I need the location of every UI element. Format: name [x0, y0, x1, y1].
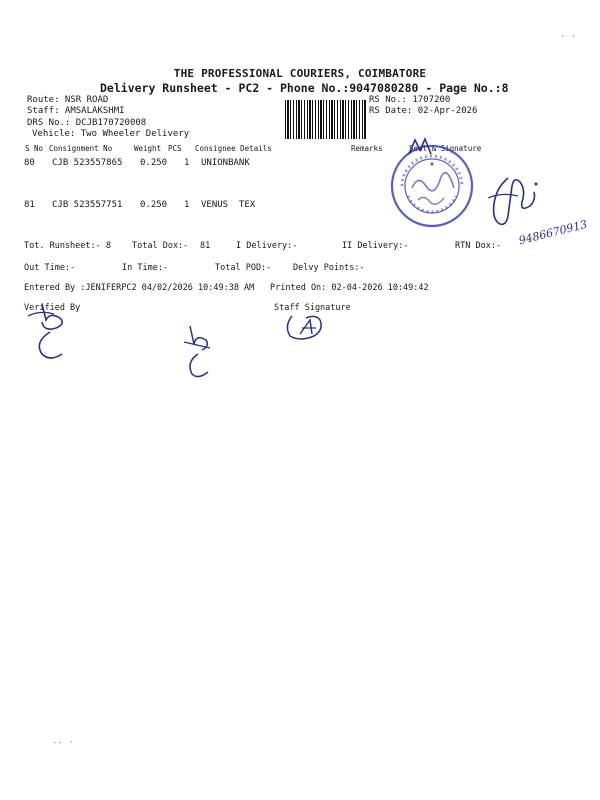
- table-row-sno: 81: [24, 200, 35, 210]
- table-row-sno: 80: [24, 158, 35, 168]
- col-header-seal: Seal & Signature: [409, 144, 482, 153]
- vehicle-label: Vehicle: Two Wheeler Delivery: [32, 129, 190, 139]
- col-header-sno: S No: [25, 144, 44, 153]
- table-row-weight: 0.250: [140, 158, 168, 168]
- in-time: In Time:-: [122, 263, 169, 273]
- rs-date: RS Date: 02-Apr-2026: [369, 106, 478, 116]
- i-delivery: I Delivery:-: [236, 241, 298, 251]
- rs-number: RS No.: 1707200: [369, 95, 451, 105]
- table-row-pcs: 1: [184, 158, 190, 168]
- entered-by: Entered By :JENIFERPC2 04/02/2026 10:49:38 AM: [24, 283, 255, 293]
- drs-number: DRS No.: DCJB170720008: [27, 118, 147, 128]
- table-row-consignee: UNIONBANK: [201, 158, 250, 168]
- tot-runsheet: Tot. Runsheet:- 8: [24, 241, 111, 251]
- staff-signature-label: Staff Signature: [274, 303, 351, 313]
- out-time: Out Time:-: [24, 263, 76, 273]
- middle-signature: [176, 322, 226, 382]
- delivery-signature-mark: [407, 136, 437, 158]
- table-row-consignee: VENUS TEX: [201, 200, 256, 210]
- total-pod: Total POD:-: [215, 263, 272, 273]
- total-dox-label: Total Dox:-: [132, 241, 189, 251]
- staff-label: Staff: AMSALAKSHMI: [27, 106, 125, 116]
- staff-signature: [282, 308, 332, 344]
- table-row-pcs: 1: [184, 200, 190, 210]
- delvy-points: Delvy Points:-: [293, 263, 365, 273]
- total-dox-value: 81: [200, 241, 211, 251]
- verified-by-signature: [20, 298, 90, 363]
- col-header-pcs: PCS: [168, 144, 182, 153]
- col-header-remarks: Remarks: [351, 144, 383, 153]
- table-row-consignment: CJB 523557751: [52, 200, 123, 210]
- col-header-weight: Weight: [134, 144, 162, 153]
- col-header-consignment: Consignment No: [49, 144, 113, 153]
- rtn-dox: RTN Dox:-: [455, 241, 502, 251]
- scan-mark-bottom: -- ·: [52, 738, 74, 748]
- scan-mark-top: · ·: [560, 32, 577, 42]
- company-title: THE PROFESSIONAL COURIERS, COIMBATORE: [173, 67, 427, 80]
- table-row-weight: 0.250: [140, 200, 168, 210]
- barcode: [285, 100, 367, 139]
- table-row-consignment: CJB 523557865: [52, 158, 123, 168]
- printed-on: Printed On: 02-04-2026 10:49:42: [270, 283, 429, 293]
- route-label: Route: NSR ROAD: [27, 95, 109, 105]
- handwritten-phone: 9486670913: [517, 217, 589, 248]
- runsheet-title: Delivery Runsheet - PC2 - Phone No.:9047080280 - Page No.:8: [100, 81, 509, 95]
- col-header-consignee: Consignee Details: [195, 144, 272, 153]
- ii-delivery: II Delivery:-: [342, 241, 409, 251]
- verified-by-label: Verified By: [24, 303, 81, 313]
